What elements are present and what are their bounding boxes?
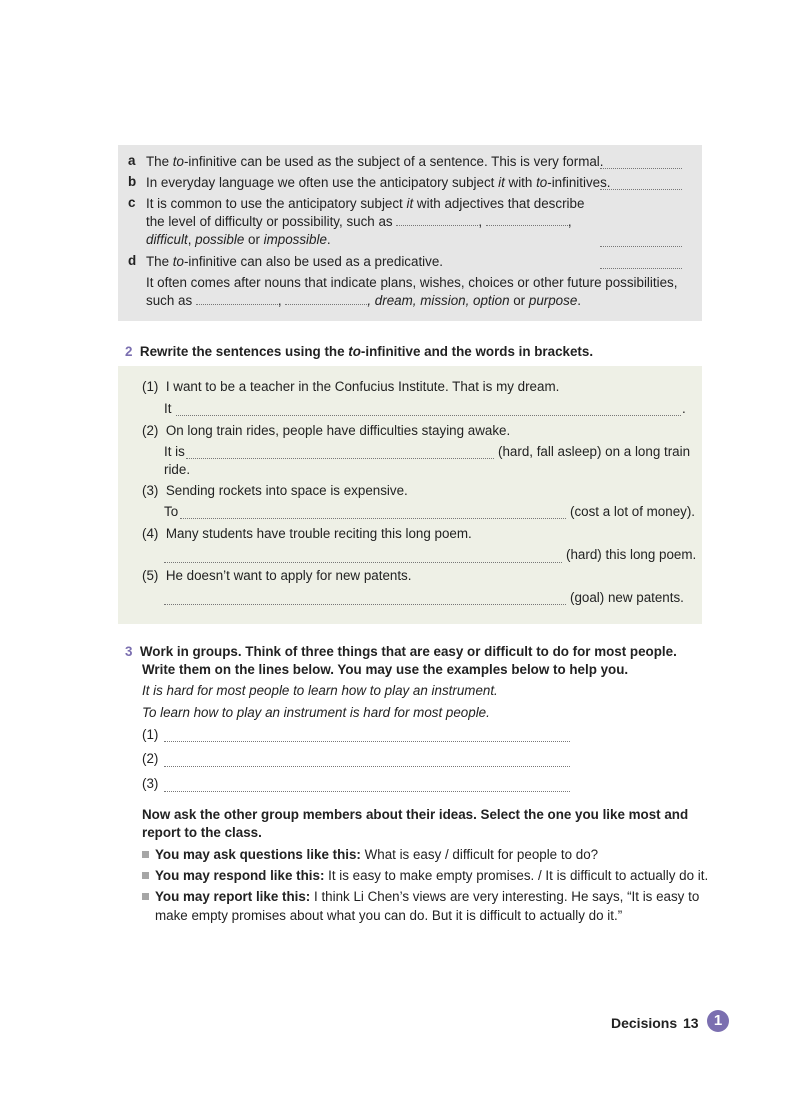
ex2-item-4-sentence: (4) Many students have trouble reciting this long poem. bbox=[142, 526, 472, 541]
rule-c-line3: difficult, possible or impossible. bbox=[146, 232, 331, 247]
exercise-3-title-line2: Write them on the lines below. You may use the examples below to help you. bbox=[142, 662, 629, 677]
rule-a-text: The to-infinitive can be used as the subject of a sentence. This is very formal. bbox=[146, 154, 604, 169]
rule-d-example-blank-1[interactable] bbox=[196, 292, 278, 305]
rule-b-blank[interactable] bbox=[600, 188, 682, 190]
ex2-item-4-answer-line[interactable] bbox=[164, 561, 562, 563]
rule-a-letter: a bbox=[128, 153, 136, 168]
exercise-3-title-line1: 3 Work in groups. Think of three things that are easy or difficult to do for most people. bbox=[125, 644, 677, 659]
rule-c-example-blank-1[interactable] bbox=[396, 213, 478, 226]
ex3-answer-line-3[interactable] bbox=[164, 790, 570, 792]
ex3-line-2-label: (2) bbox=[142, 751, 159, 766]
ex2-item-1-start: It bbox=[164, 401, 172, 416]
footer-page-number: 13 bbox=[683, 1015, 699, 1031]
rule-d-letter: d bbox=[128, 253, 137, 268]
rule-d-line2: It often comes after nouns that indicate plans, wishes, choices or other future possibilities, bbox=[146, 275, 678, 290]
rule-d-text: The to-infinitive can also be used as a predicative. bbox=[146, 254, 444, 269]
rule-c-letter: c bbox=[128, 195, 136, 210]
ex3-now-line1: Now ask the other group members about their ideas. Select the one you like most and bbox=[142, 807, 689, 822]
exercise-3-example-2: To learn how to play an instrument is hard for most people. bbox=[142, 705, 490, 720]
bullet-square-icon bbox=[142, 872, 149, 879]
rule-c-blank[interactable] bbox=[600, 245, 682, 247]
ex2-item-5-sentence: (5) He doesn’t want to apply for new patents. bbox=[142, 568, 412, 583]
ex2-item-3-sentence: (3) Sending rockets into space is expensive. bbox=[142, 483, 408, 498]
ex3-line-1-label: (1) bbox=[142, 727, 159, 742]
footer-chapter-title: Decisions bbox=[611, 1015, 678, 1031]
ex2-item-1-end: . bbox=[682, 401, 686, 416]
rule-b-letter: b bbox=[128, 174, 137, 189]
ex2-item-2-cont: ride. bbox=[164, 462, 191, 477]
bullet-square-icon bbox=[142, 893, 149, 900]
ex2-item-3-answer-line[interactable] bbox=[180, 517, 566, 519]
ex3-now-line2: report to the class. bbox=[142, 825, 262, 840]
ex2-item-3-start: To bbox=[164, 504, 179, 519]
ex2-item-1-answer-line[interactable] bbox=[176, 414, 681, 416]
rule-d-blank[interactable] bbox=[600, 267, 682, 269]
ex3-bullet-respond: You may respond like this: It is easy to make empty promises. / It is difficult to actually do it. bbox=[142, 867, 708, 885]
ex2-item-2-start: It is bbox=[164, 444, 185, 459]
bullet-square-icon bbox=[142, 851, 149, 858]
rule-d-example-blank-2[interactable] bbox=[285, 292, 367, 305]
rule-c-line2: the level of difficulty or possibility, such as , , bbox=[146, 214, 572, 229]
ex2-item-2-sentence: (2) On long train rides, people have difficulties staying awake. bbox=[142, 423, 511, 438]
ex2-item-2-end: (hard, fall asleep) on a long train bbox=[498, 444, 691, 459]
ex2-item-5-end: (goal) new patents. bbox=[570, 590, 684, 605]
ex3-bullet-report: You may report like this: I think Li Chen’s views are very interesting. He says, “It is easy to bbox=[142, 888, 699, 906]
exercise-3-example-1: It is hard for most people to learn how to play an instrument. bbox=[142, 683, 498, 698]
rule-a-blank[interactable] bbox=[600, 167, 682, 169]
ex3-bullet-report-cont: make empty promises about what you can do. But it is difficult to actually do it.” bbox=[155, 908, 623, 923]
ex3-answer-line-2[interactable] bbox=[164, 765, 570, 767]
rule-c-line1: It is common to use the anticipatory subject it with adjectives that describe bbox=[146, 196, 585, 211]
ex2-item-3-end: (cost a lot of money). bbox=[570, 504, 696, 519]
rule-b-text: In everyday language we often use the anticipatory subject it with to-infinitives. bbox=[146, 175, 611, 190]
rule-d-line3: such as , , dream, mission, option or purpose. bbox=[146, 293, 582, 308]
ex2-item-4-end: (hard) this long poem. bbox=[566, 547, 697, 562]
ex2-item-1-sentence: (1) I want to be a teacher in the Confucius Institute. That is my dream. bbox=[142, 379, 560, 394]
ex2-item-5-answer-line[interactable] bbox=[164, 603, 566, 605]
exercise-2-title: 2 Rewrite the sentences using the to-infinitive and the words in brackets. bbox=[125, 344, 594, 359]
ex3-bullet-ask: You may ask questions like this: What is easy / difficult for people to do? bbox=[142, 846, 598, 864]
ex2-item-2-answer-line[interactable] bbox=[186, 457, 494, 459]
ex3-line-3-label: (3) bbox=[142, 776, 159, 791]
unit-badge: 1 bbox=[707, 1010, 729, 1032]
rule-c-example-blank-2[interactable] bbox=[486, 213, 568, 226]
ex3-answer-line-1[interactable] bbox=[164, 740, 570, 742]
